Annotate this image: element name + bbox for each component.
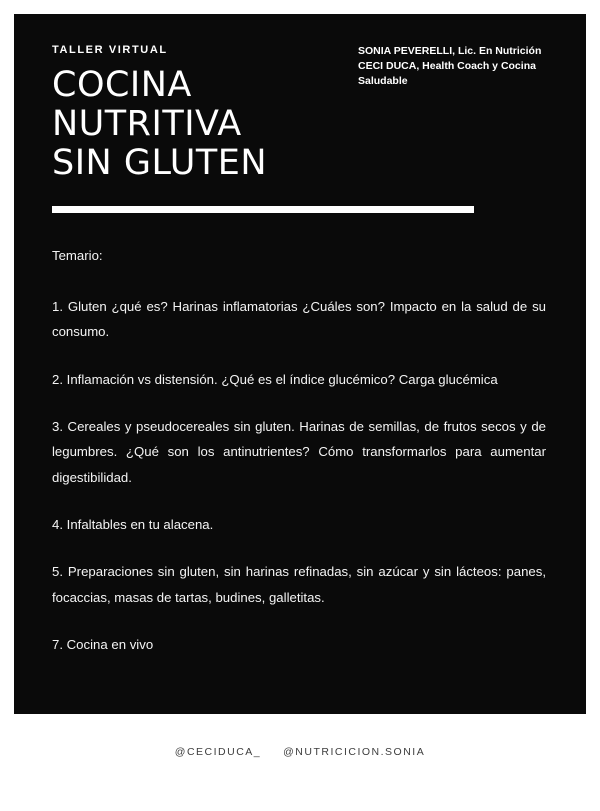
presenter-line-1: SONIA PEVERELLI, Lic. En Nutrición [358,45,542,57]
agenda-item: 4. Infaltables en tu alacena. [52,516,214,532]
handle-ceciduca[interactable]: @CECIDUCA_ [174,746,262,758]
header-left [52,38,358,184]
presenter-line-2: CECI DUCA, Health Coach y Cocina [358,59,536,72]
agenda-item: 7. Cocina en vivo [52,637,154,652]
agenda-item: 1. Gluten ¿qué es? Harinas inflamatorias ¿Cuáles son? Impacto en la salud de su consumo. [52,298,546,340]
kicker-label: TALLER VIRTUAL [52,44,168,56]
divider-rule [52,206,474,213]
presenter-line-3: Saludable [358,74,408,87]
agenda-item: 3. Cereales y pseudocereales sin gluten. Harinas de semillas, de frutos secos y de legumbres. ¿Qué son los antinutrientes? Cómo transformarlos para aumentar digestibilidad. [52,418,546,485]
poster-header [52,38,548,184]
title-line-2: SIN GLUTEN [52,143,268,184]
agenda-body [52,243,548,658]
agenda-item: 2. Inflamación vs distensión. ¿Qué es el índice glucémico? Carga glucémica [52,371,498,387]
social-handles [175,746,425,758]
handle-nutricicion-sonia[interactable]: @NUTRICICION.SONIA [283,746,426,758]
title-line-1: COCINA NUTRITIVA [52,65,242,145]
page-title [52,66,340,184]
poster-card [14,14,586,714]
presenter-credits [358,38,548,89]
agenda-intro: Temario: [52,247,103,263]
agenda-item: 5. Preparaciones sin gluten, sin harinas refinadas, sin azúcar y sin lácteos: panes, focaccias, masas de tartas, budines, galletitas. [52,564,546,605]
poster-footer [14,714,586,811]
